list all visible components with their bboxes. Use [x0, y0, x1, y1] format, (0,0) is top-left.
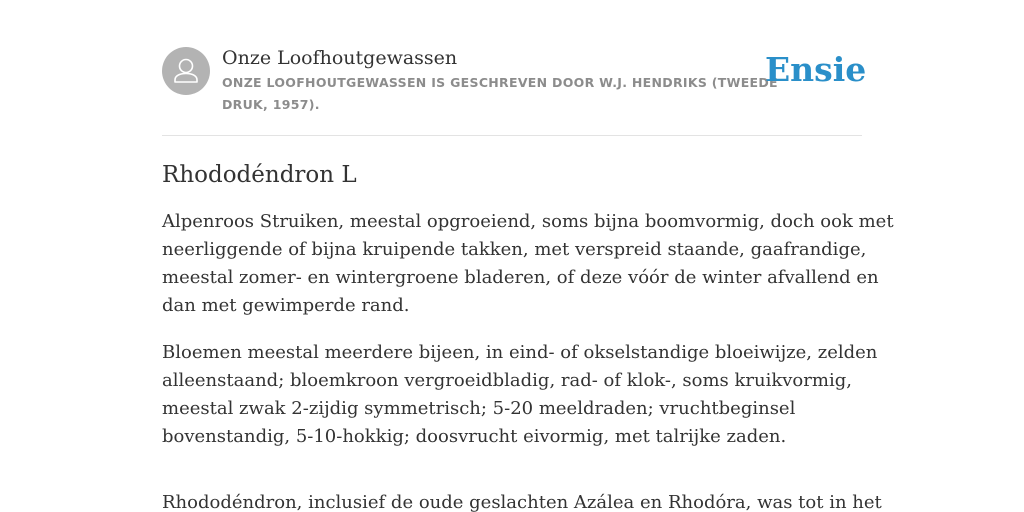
paragraph-line: meestal zomer- en wintergroene bladeren, of deze vóór de winter afvallend en: [162, 267, 879, 288]
paragraph-line: Alpenroos Struiken, meestal opgroeiend, soms bijna boomvormig, doch ook met: [162, 211, 894, 232]
source-description-line: ONZE LOOFHOUTGEWASSEN IS GESCHREVEN DOOR W.J. HENDRIKS (TWEEDE: [222, 75, 778, 90]
ensie-logo[interactable]: Ensie: [765, 50, 867, 89]
paragraph-line: neerliggende of bijna kruipende takken, met verspreid staande, gaafrandige,: [162, 239, 867, 260]
header-divider: [162, 135, 862, 136]
paragraph-line: meestal zwak 2-zijdig symmetrisch; 5-20 meeldraden; vruchtbeginsel: [162, 398, 796, 419]
article-paragraph: [162, 339, 878, 451]
source-description-line: DRUK, 1957).: [222, 97, 320, 112]
paragraph-line: dan met gewimperde rand.: [162, 295, 410, 316]
paragraph-line: bovenstandig, 5-10-hokkig; doosvrucht eivormig, met talrijke zaden.: [162, 426, 787, 447]
article-paragraph: [162, 489, 882, 512]
source-description: [222, 72, 778, 116]
source-header: [162, 46, 867, 136]
source-avatar[interactable]: [162, 47, 210, 95]
paragraph-line: alleenstaand; bloemkroon vergroeidbladig, rad- of klok-, soms kruikvormig,: [162, 370, 852, 391]
paragraph-line: Rhododéndron, inclusief de oude geslachten Azálea en Rhodóra, was tot in het: [162, 492, 882, 512]
source-title[interactable]: Onze Loofhoutgewassen: [222, 47, 458, 69]
article-title: Rhododéndron L: [162, 162, 357, 188]
user-icon: [162, 47, 210, 95]
article: [162, 158, 894, 512]
paragraph-line: Bloemen meestal meerdere bijeen, in eind- of okselstandige bloeiwijze, zelden: [162, 342, 878, 363]
article-paragraph: [162, 208, 894, 320]
